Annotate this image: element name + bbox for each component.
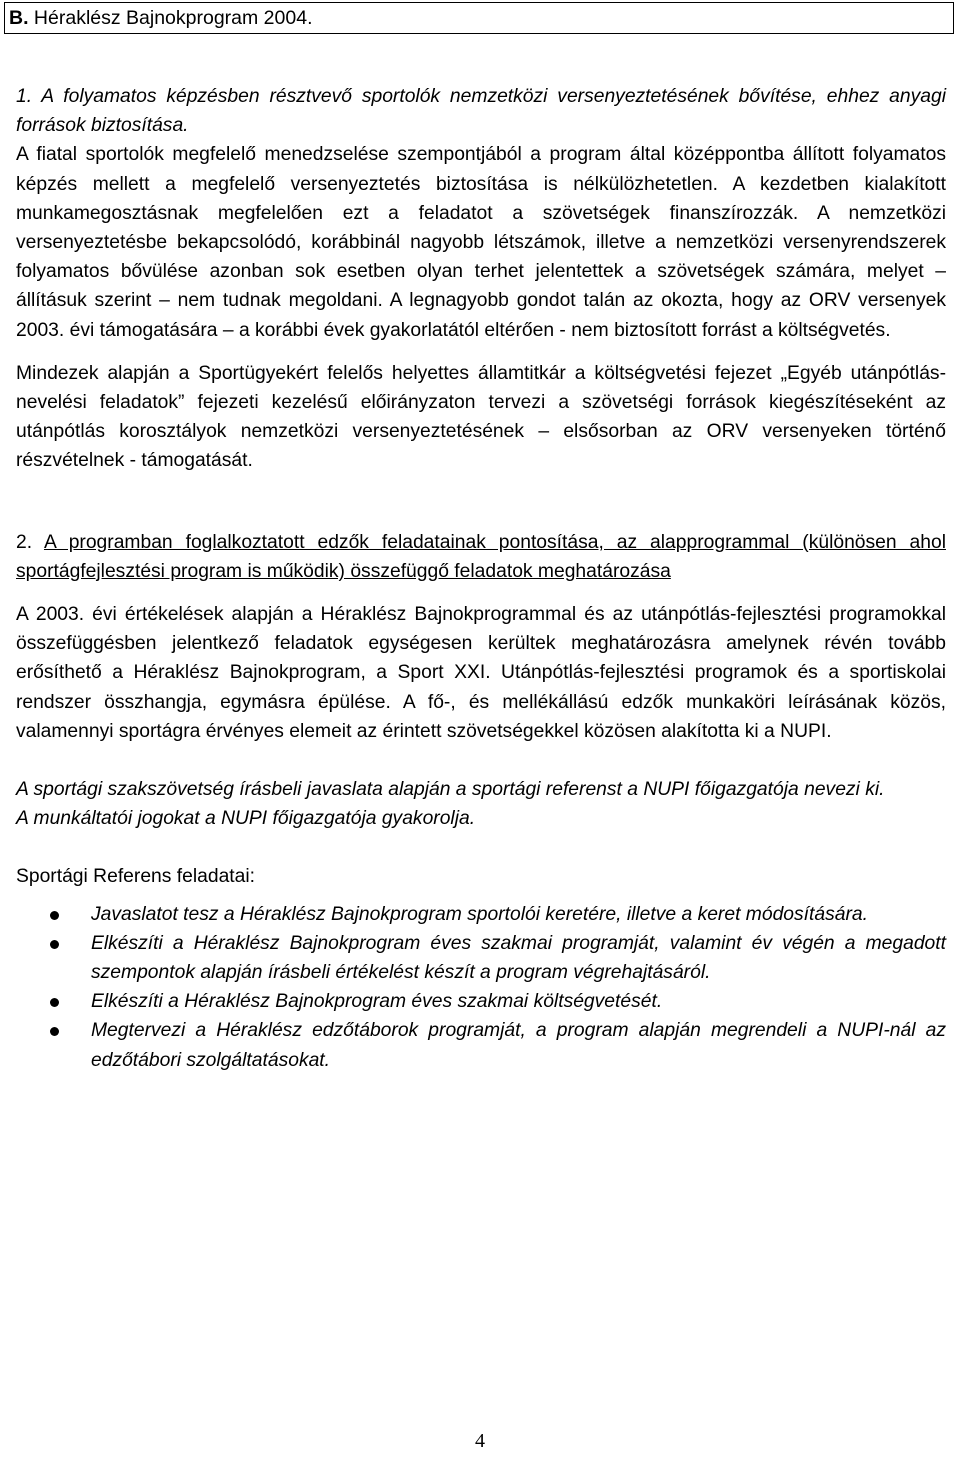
- bullet-icon: [50, 1027, 59, 1036]
- section-header-box: [4, 2, 954, 34]
- referens-heading: Sportági Referens feladatai:: [16, 866, 256, 888]
- section2-number: 2.: [16, 531, 33, 553]
- list-item: Elkészíti a Héraklész Bajnokprogram éves szakmai programját, valamint év végén a megadott szempontok alapján írásbeli értékelést készít a program végrehajtásáról.: [16, 929, 946, 987]
- section1-title: 1. A folyamatos képzésben résztvevő sportolók nemzetközi versenyeztetésének bővítése, ehhez anyagi források biztosítása.: [16, 86, 946, 137]
- section2-italic-employer-rights: A munkáltatói jogokat a NUPI főigazgatója gyakorolja.: [16, 808, 476, 830]
- bullet-icon: [50, 998, 59, 1007]
- document-body: [16, 82, 946, 1075]
- referens-task-list: [16, 900, 946, 1075]
- page-number: 4: [475, 1430, 485, 1452]
- section2-paragraph1: A 2003. évi értékelések alapján a Héraklész Bajnokprogrammal és az utánpótlás-fejlesztési programokkal összefüggésben jelentkező feladatok egységesen kerültek meghatározásra amelynek révén tovább erősíthető a Héraklész Bajnokprogram, a Sport XXI. Utánpótlás-fejlesztési programok és a sportiskolai rendszer összhangja, egymásra épülése. A fő-, és mellékállású edzők munkaköri leírásának közös, valamennyi sportágra érvényes elemeit az érintett szövetségekkel közösen alakította ki a NUPI.: [16, 604, 946, 742]
- list-item: Javaslatot tesz a Héraklész Bajnokprogram sportolói keretére, illetve a keret módosítására.: [16, 900, 946, 929]
- list-item: Elkészíti a Héraklész Bajnokprogram éves szakmai költségvetését.: [16, 987, 946, 1016]
- section1-paragraph1: A fiatal sportolók megfelelő menedzselése szempontjából a program által középpontba állított folyamatos képzés mellett a megfelelő versenyeztetés biztosítása is nélkülözhetetlen. A kezdetben kialakított munkamegosztásnak megfelelően ezt a feladatot a szövetségek finanszírozzák. A nemzetközi versenyeztetésbe bekapcsolódó, korábbinál nagyobb létszámok, illetve a nemzetközi versenyrendszerek folyamatos bővülése azonban sok esetben olyan terhet jelentettek a szövetségek számára, melyet – állításuk szerint – nem tudnak megoldani. A legnagyobb gondot talán az okozta, hogy az ORV versenyek 2003. évi támogatására – a korábbi évek gyakorlatától eltérően - nem biztosított forrást a költségvetés.: [16, 144, 946, 341]
- bullet-icon: [50, 940, 59, 949]
- section2-title: [16, 528, 946, 586]
- list-item: Megtervezi a Héraklész edzőtáborok programját, a program alapján megrendeli a NUPI-nál az edzőtábori szolgáltatásokat.: [16, 1016, 946, 1074]
- section2-italic-appointment: A sportági szakszövetség írásbeli javaslata alapján a sportági referenst a NUPI főigazgatója nevezi ki.: [16, 779, 885, 801]
- bullet-icon: [50, 911, 59, 920]
- section2-title-text: A programban foglalkoztatott edzők feladatainak pontosítása, az alapprogrammal (különösen ahol sportágfejlesztési program is működik) összefüggő feladatok meghatározása: [16, 531, 946, 582]
- section-header-title: Héraklész Bajnokprogram 2004.: [33, 7, 313, 29]
- section-letter: B.: [9, 7, 29, 29]
- section1-paragraph2: Mindezek alapján a Sportügyekért felelős helyettes államtitkár a költségvetési fejezet „Egyéb utánpótlás-nevelési feladatok” fejezeti kezelésű előirányzaton tervezi a szövetségi források kiegészítéseként az utánpótlás korosztályok nemzetközi versenyeztetésének – elsősorban az ORV versenyeken történő részvételnek - támogatását.: [16, 362, 946, 472]
